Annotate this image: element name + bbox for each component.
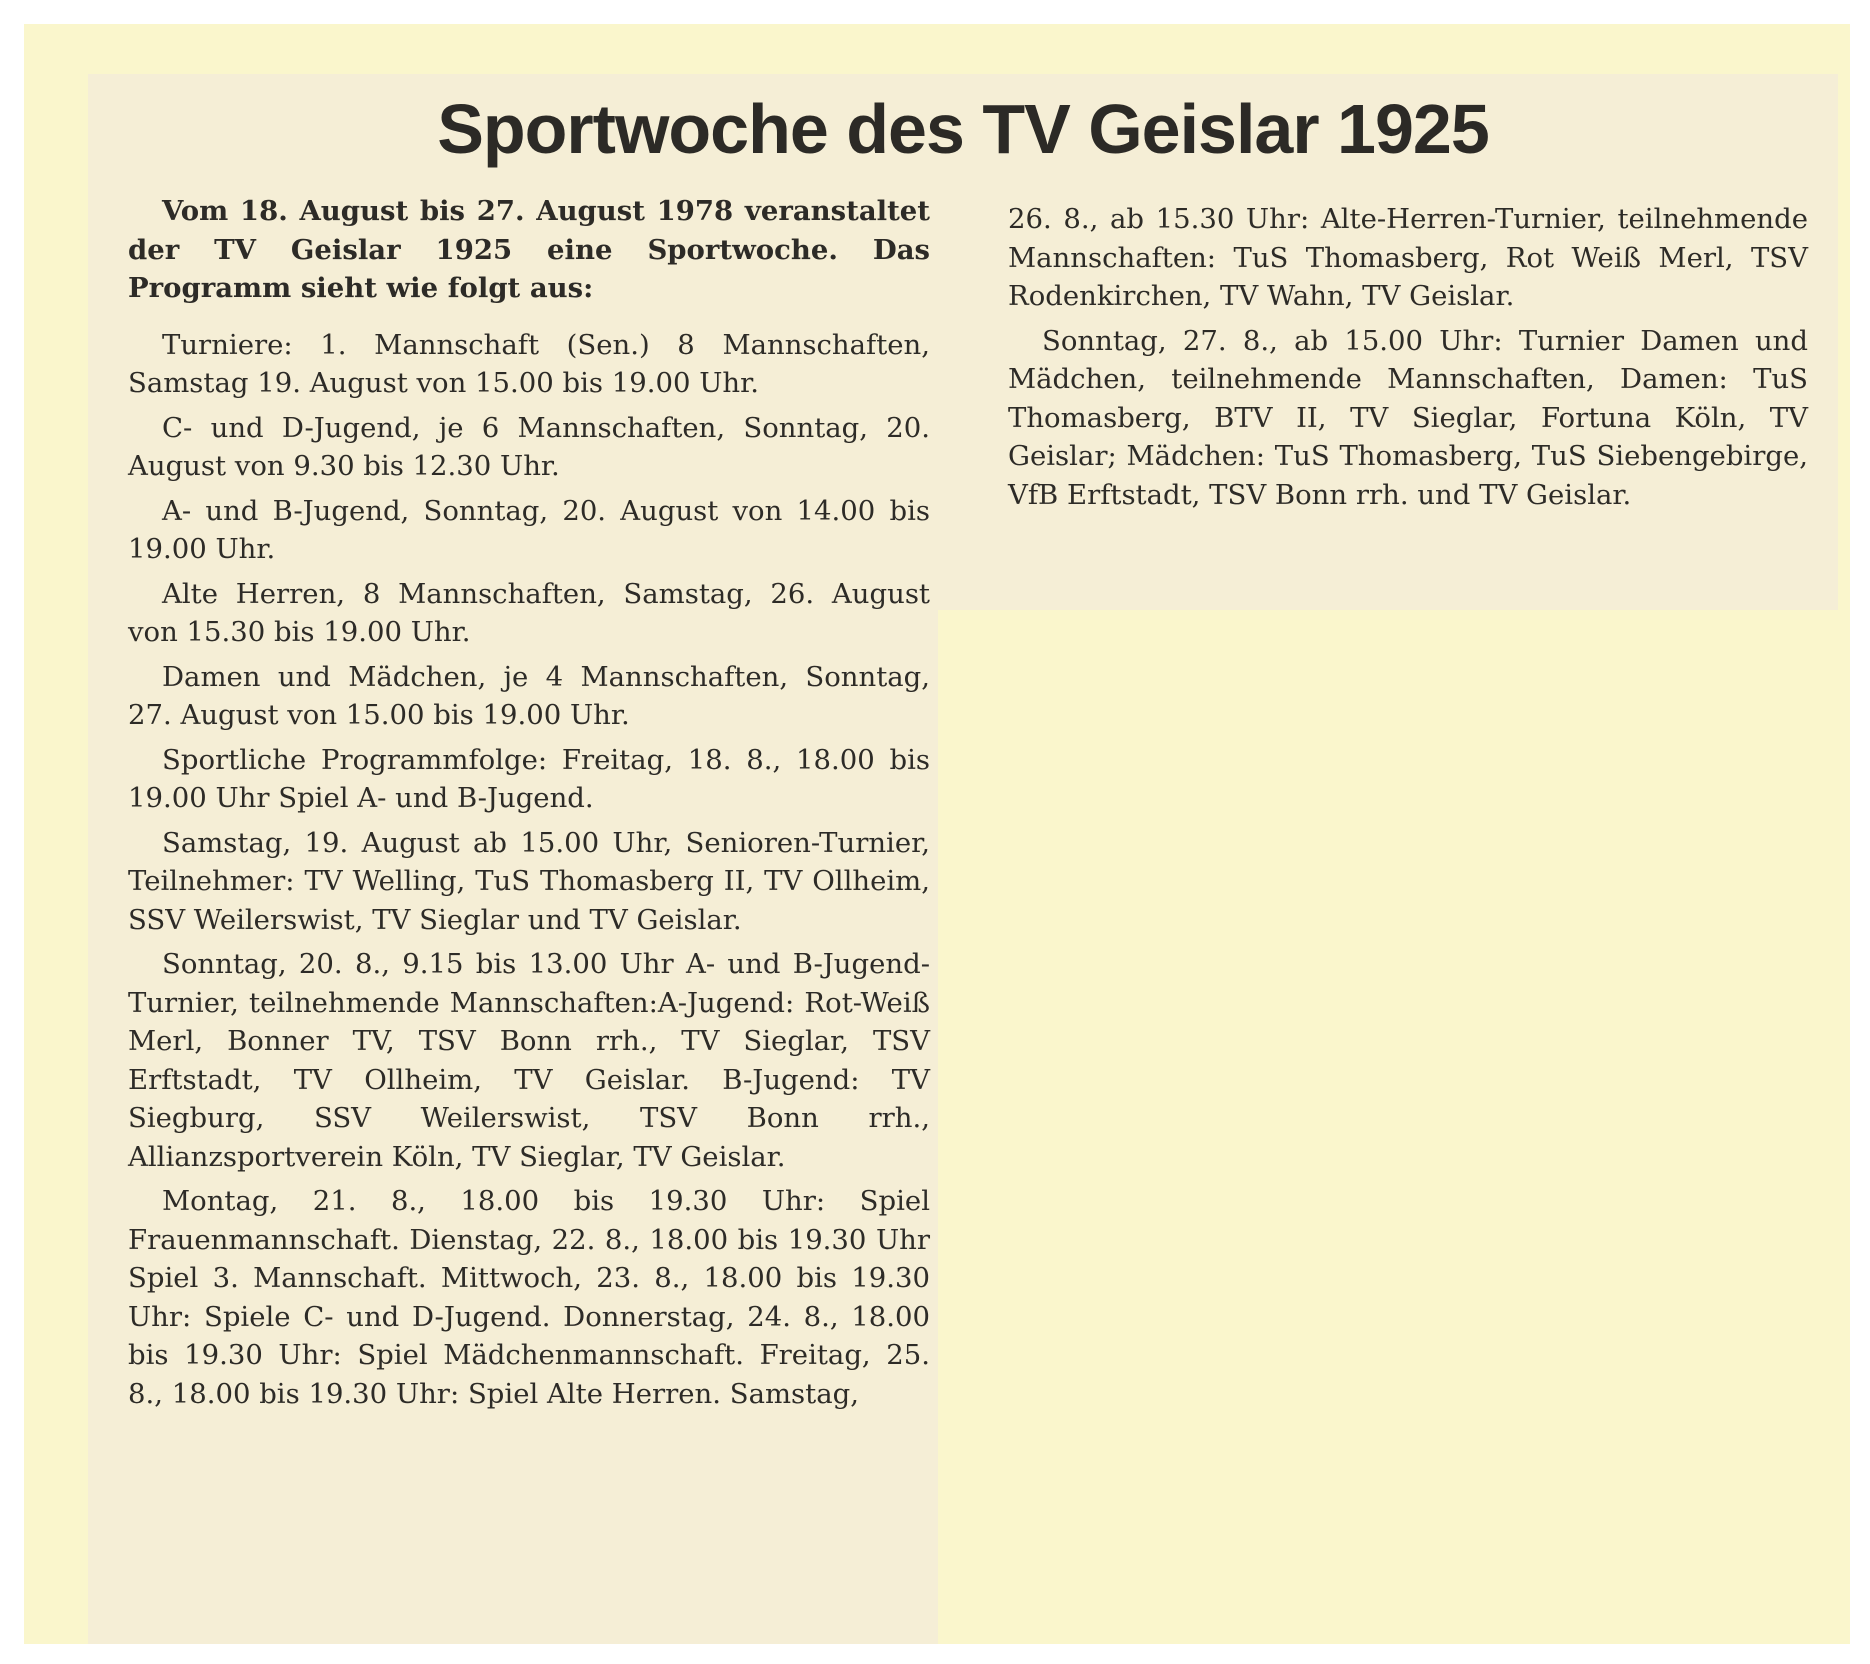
album-page [24, 24, 1850, 1644]
article-lead: Vom 18. August bis 27. August 1978 veranstaltet der TV Geislar 1925 eine Sportwoche. Das Programm sieht wie folgt aus: [128, 195, 930, 304]
article-paragraph: Sportliche Programmfolge: Freitag, 18. 8., 18.00 bis 19.00 Uhr Spiel A- und B-Jugend. [128, 743, 930, 814]
article-paragraph: Turniere: 1. Mannschaft (Sen.) 8 Mannschaften, Samstag 19. August von 15.00 bis 19.00 Uhr. [128, 328, 930, 399]
article-paragraph: 26. 8., ab 15.30 Uhr: Alte-Herren-Turnier, teilnehmende Mannschaften: TuS Thomasberg, Rot Weiß Merl, TSV Rodenkirchen, TV Wahn, TV Geislar. [1008, 203, 1808, 312]
article-headline: Sportwoche des TV Geislar 1925 [437, 90, 1489, 168]
article-paragraph: Sonntag, 27. 8., ab 15.00 Uhr: Turnier Damen und Mädchen, teilnehmende Mannschaften, Damen: TuS Thomasberg, BTV II, TV Sieglar, Fortuna Köln, TV Geislar; Mädchen: TuS Thomasberg, TuS Siebengebirge, VfB Erftstadt, TSV Bonn rrh. und TV Geislar. [1008, 324, 1808, 511]
article-paragraph: Samstag, 19. August ab 15.00 Uhr, Senioren-Turnier, Teilnehmer: TV Welling, TuS Thomasberg II, TV Ollheim, SSV Weilerswist, TV Sieglar und TV Geislar. [128, 826, 930, 936]
article-column-left [128, 192, 930, 1419]
newspaper-clipping [88, 74, 1838, 1644]
article-column-right [1008, 200, 1808, 520]
article-paragraph: Montag, 21. 8., 18.00 bis 19.30 Uhr: Spiel Frauenmannschaft. Dienstag, 22. 8., 18.00 bis 19.30 Uhr Spiel 3. Mannschaft. Mittwoch, 23. 8., 18.00 bis 19.30 Uhr: Spiele C- und D-Jugend. Donnerstag, 24. 8., 18.00 bis 19.30 Uhr: Spiel Mädchenmannschaft. Freitag, 25. 8., 18.00 bis 19.30 Uhr: Spiel Alte Herren. Samstag, [128, 1185, 930, 1410]
article-paragraph: Sonntag, 20. 8., 9.15 bis 13.00 Uhr A- und B-Jugend-Turnier, teilnehmende Mannschaften:A-Jugend: Rot-Weiß Merl, Bonner TV, TSV Bonn rrh., TV Sieglar, TSV Erftstadt, TV Ollheim, TV Geislar. B-Jugend: TV Siegburg, SSV Weilerswist, TSV Bonn rrh., Allianzsportverein Köln, TV Sieglar, TV Geislar. [128, 948, 930, 1173]
article-paragraph: A- und B-Jugend, Sonntag, 20. August von 14.00 bis 19.00 Uhr. [128, 494, 930, 565]
article-paragraph: Alte Herren, 8 Mannschaften, Samstag, 26. August von 15.30 bis 19.00 Uhr. [128, 577, 930, 648]
article-paragraph: Damen und Mädchen, je 4 Mannschaften, Sonntag, 27. August von 15.00 bis 19.00 Uhr. [128, 660, 930, 731]
article-paragraph: C- und D-Jugend, je 6 Mannschaften, Sonntag, 20. August von 9.30 bis 12.30 Uhr. [128, 411, 930, 482]
